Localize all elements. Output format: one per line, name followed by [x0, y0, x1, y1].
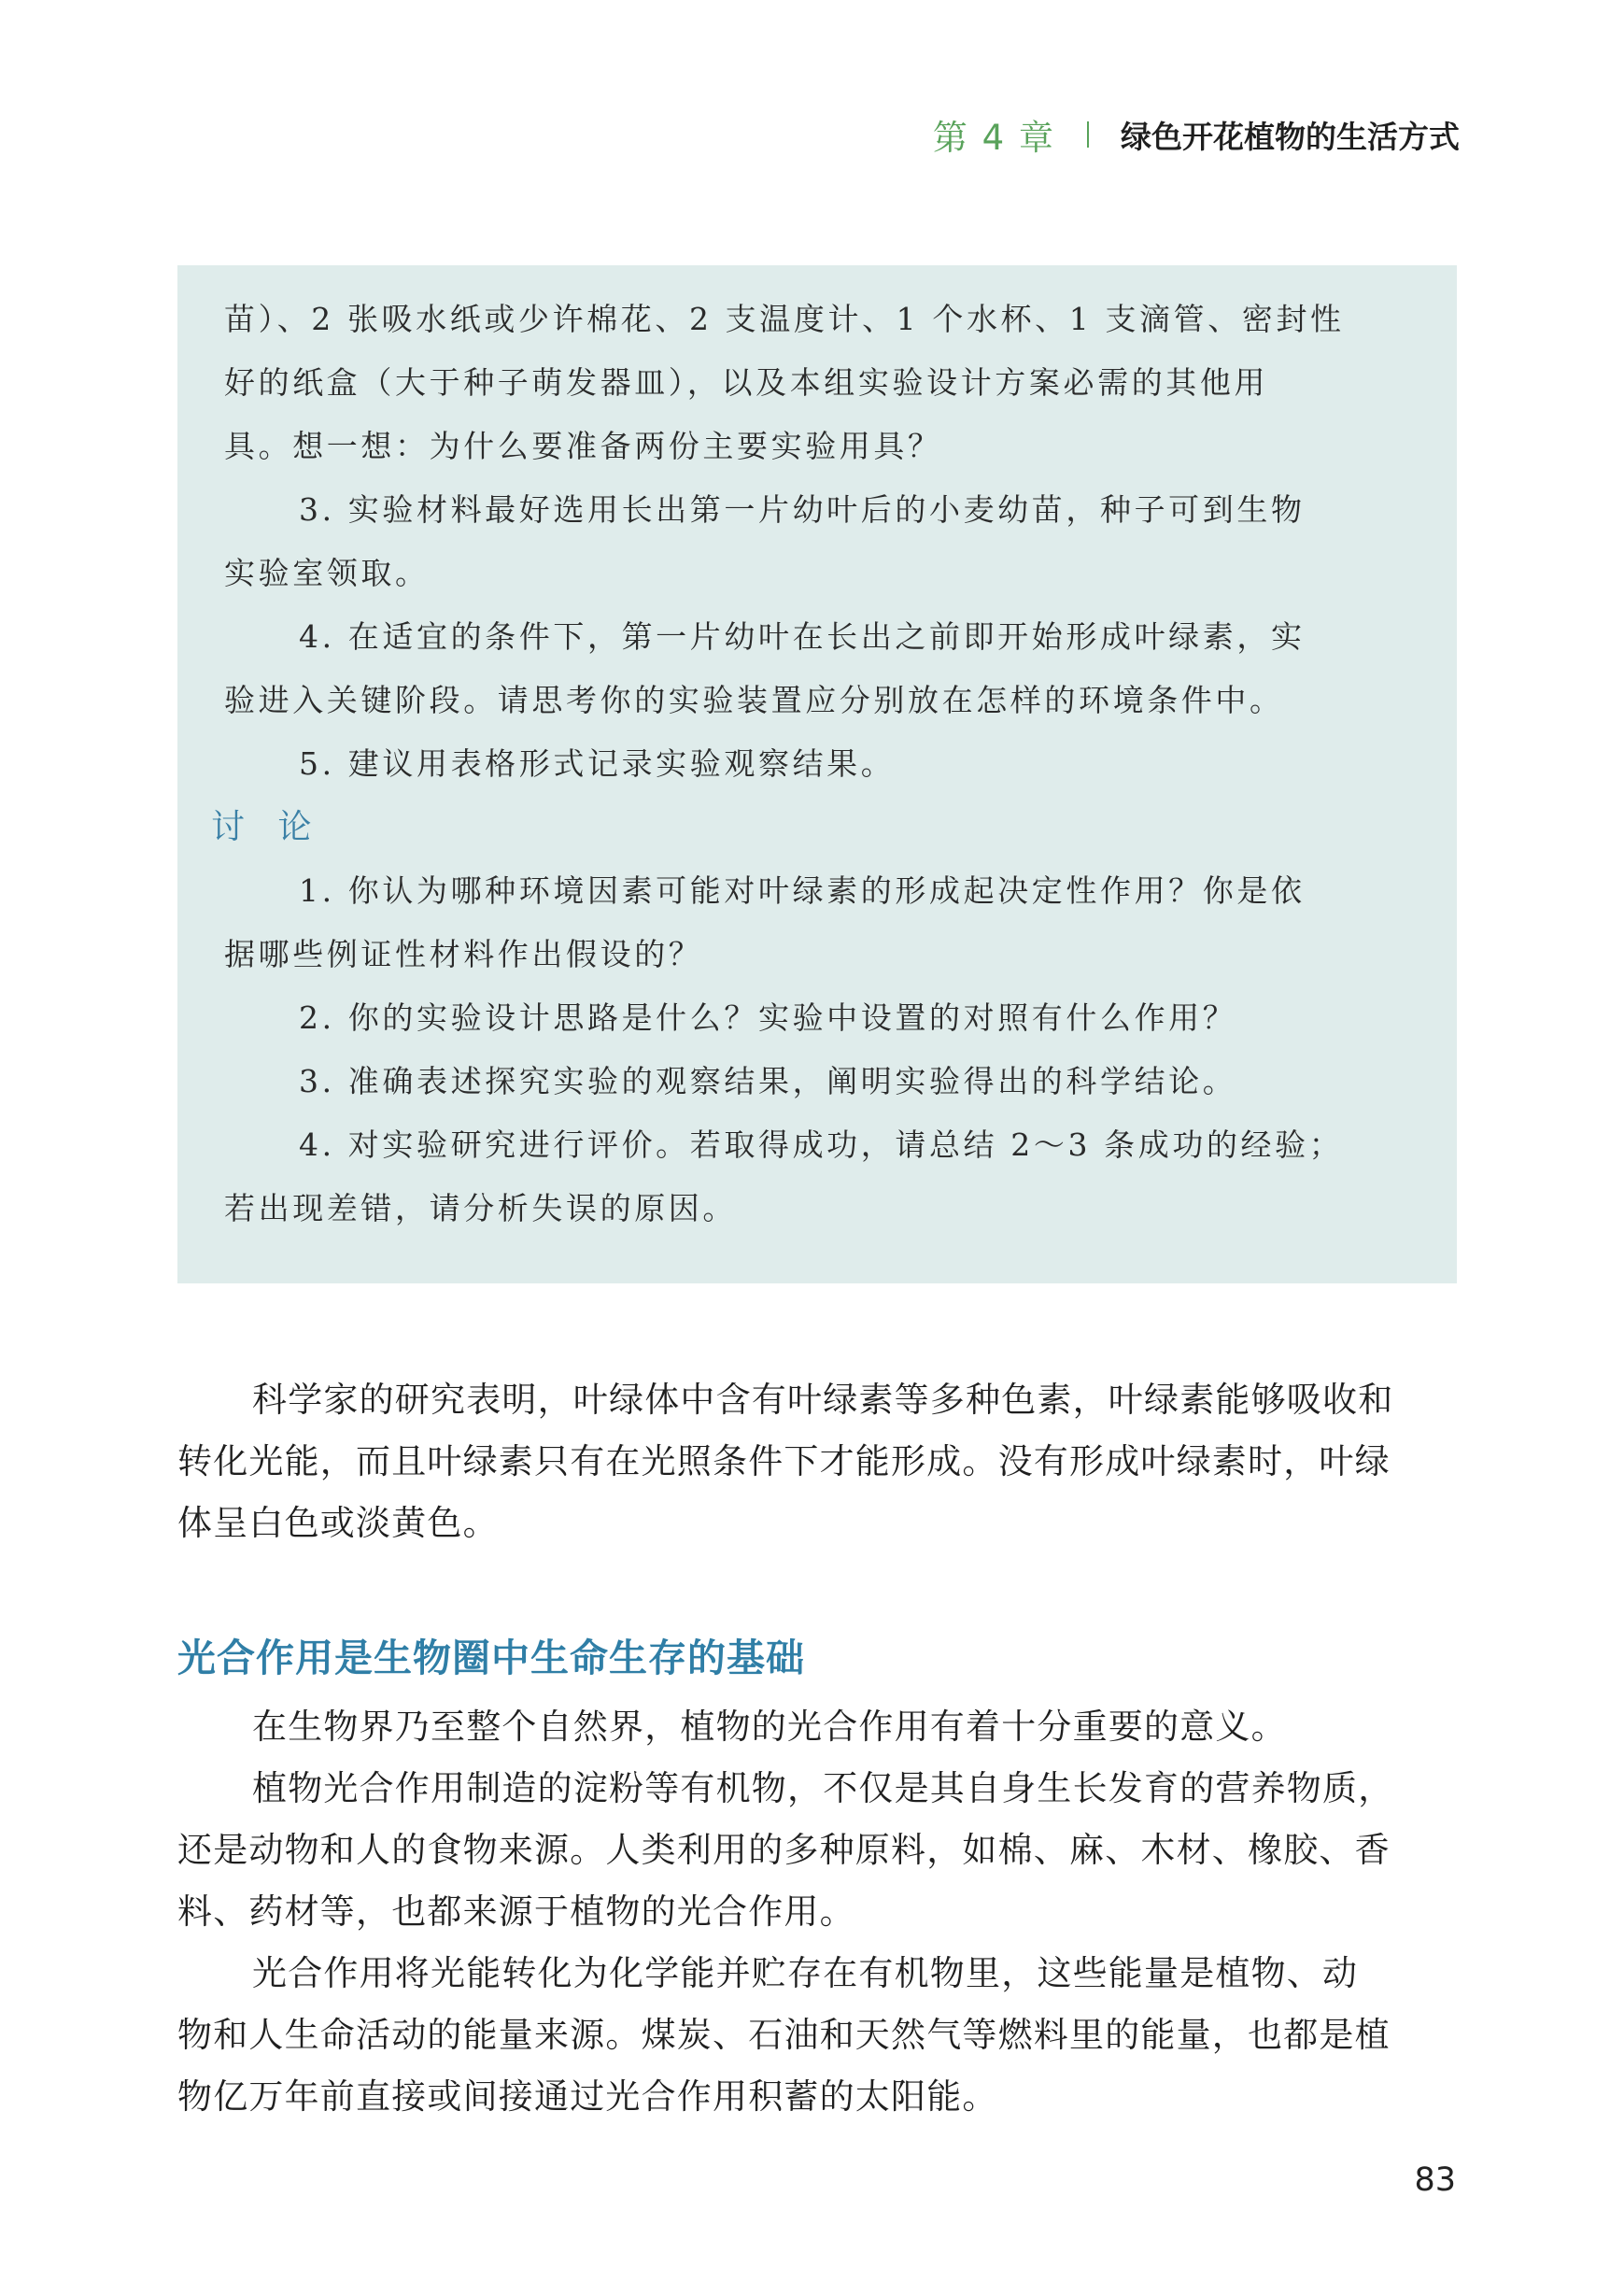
discussion-line: 据哪些例证性材料作出假设的？ [224, 936, 703, 972]
paragraph-line: 还是动物和人的食物来源。人类利用的多种原料，如棉、麻、木材、橡胶、香 [177, 1830, 1391, 1870]
discussion-line: 3. 准确表述探究实验的观察结果，阐明实验得出的科学结论。 [299, 1063, 1237, 1099]
discussion-heading: 讨 论 [211, 808, 323, 846]
chapter-number: 第 4 章 [932, 118, 1055, 158]
activity-line: 好的纸盒（大于种子萌发器皿），以及本组实验设计方案必需的其他用 [224, 364, 1269, 401]
chapter-title: 绿色开花植物的生活方式 [1121, 118, 1460, 155]
page-number: 83 [1414, 2161, 1456, 2199]
discussion-line: 4. 对实验研究进行评价。若取得成功，请总结 2～3 条成功的经验； [299, 1126, 1344, 1163]
activity-line: 5. 建议用表格形式记录实验观察结果。 [299, 745, 896, 782]
paragraph-line: 物和人生命活动的能量来源。煤炭、石油和天然气等燃料里的能量，也都是植 [177, 2015, 1391, 2055]
running-head [933, 110, 1460, 159]
paragraph-chlorophyll [177, 1369, 1457, 1554]
section-heading: 光合作用是生物圈中生命生存的基础 [177, 1636, 805, 1680]
header-divider [1087, 121, 1089, 148]
paragraph-line: 物亿万年前直接或间接通过光合作用积蓄的太阳能。 [177, 2076, 998, 2117]
paragraph-line: 转化光能，而且叶绿素只有在光照条件下才能形成。没有形成叶绿素时，叶绿 [177, 1441, 1391, 1481]
paragraph-line: 体呈白色或淡黄色。 [177, 1503, 499, 1543]
activity-box [177, 265, 1457, 1283]
discussion-line: 1. 你认为哪种环境因素可能对叶绿素的形成起决定性作用？你是依 [299, 872, 1306, 909]
activity-line: 验进入关键阶段。请思考你的实验装置应分别放在怎样的环境条件中。 [224, 682, 1284, 718]
activity-line: 3. 实验材料最好选用长出第一片幼叶后的小麦幼苗，种子可到生物 [299, 491, 1306, 528]
paragraph-line: 光合作用将光能转化为化学能并贮存在有机物里，这些能量是植物、动 [252, 1953, 1359, 1993]
activity-line: 实验室领取。 [224, 555, 430, 591]
discussion-line: 2. 你的实验设计思路是什么？实验中设置的对照有什么作用？ [299, 999, 1237, 1036]
paragraph-line: 在生物界乃至整个自然界，植物的光合作用有着十分重要的意义。 [252, 1707, 1287, 1747]
paragraph-line: 料、药材等，也都来源于植物的光合作用。 [177, 1891, 855, 1932]
activity-line: 具。想一想：为什么要准备两份主要实验用具？ [224, 428, 942, 464]
paragraph-line: 科学家的研究表明，叶绿体中含有叶绿素等多种色素，叶绿素能够吸收和 [252, 1380, 1394, 1420]
discussion-line: 若出现差错，请分析失误的原因。 [224, 1190, 737, 1226]
section-body [177, 1696, 1457, 2128]
activity-line: 苗）、2 张吸水纸或少许棉花、2 支温度计、1 个水杯、1 支滴管、密封性 [224, 301, 1345, 337]
paragraph-line: 植物光合作用制造的淀粉等有机物，不仅是其自身生长发育的营养物质， [252, 1768, 1394, 1808]
activity-line: 4. 在适宜的条件下，第一片幼叶在长出之前即开始形成叶绿素，实 [299, 618, 1306, 655]
